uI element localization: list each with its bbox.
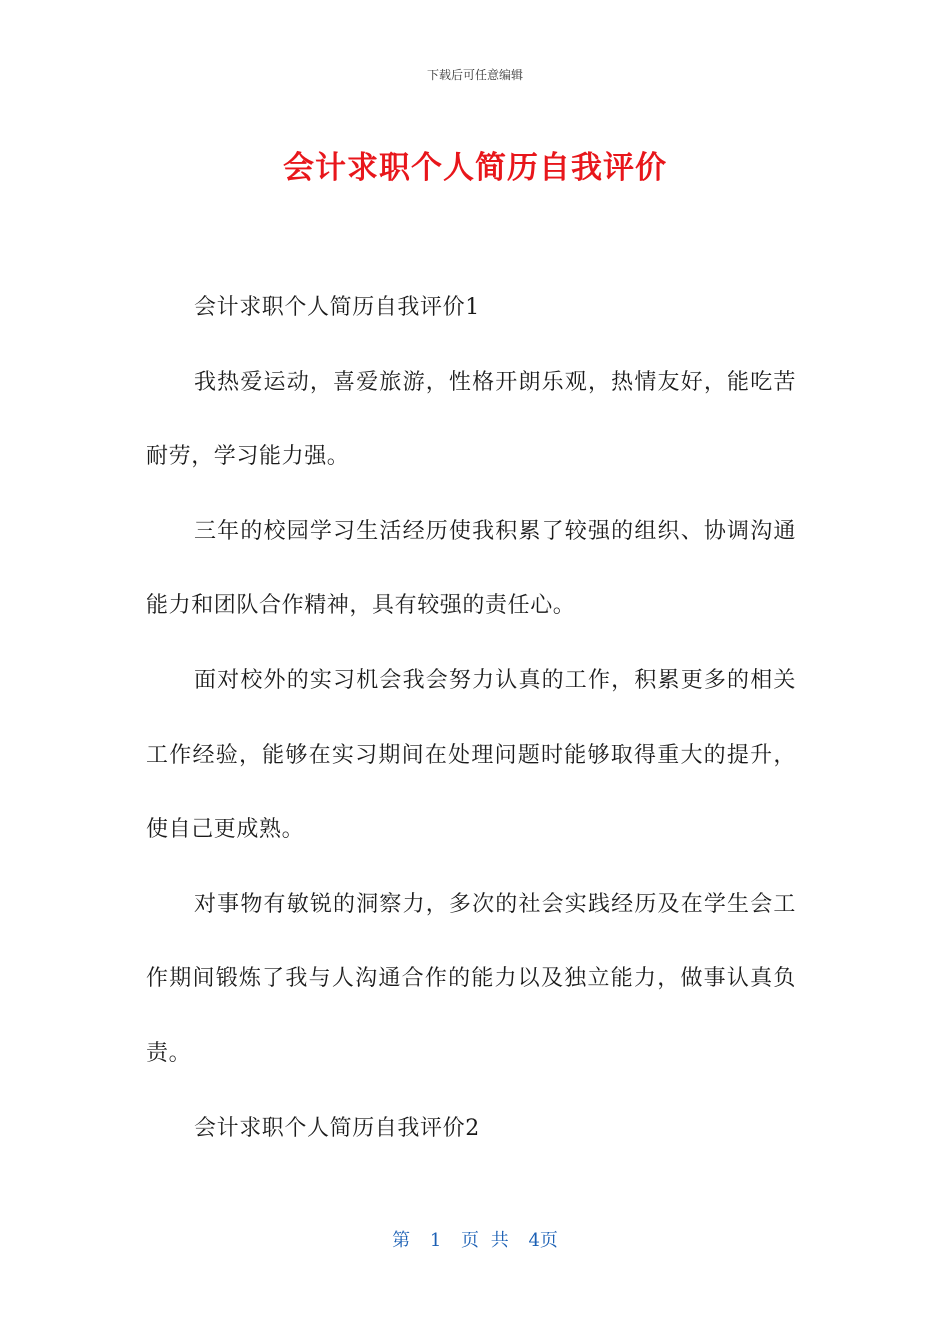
paragraph: 面对校外的实习机会我会努力认真的工作，积累更多的相关工作经验，能够在实习期间在处理问题时能够取得重大的提升，使自己更成熟。 — [146, 667, 796, 843]
document-title: 会计求职个人简历自我评价 — [283, 150, 667, 186]
paragraph: 对事物有敏锐的洞察力，多次的社会实践经历及在学生会工作期间锻炼了我与人沟通合作的能力以及独立能力，做事认真负责。 — [146, 891, 796, 1066]
footer-page-number: 1 — [429, 1230, 442, 1251]
page-footer — [0, 1226, 950, 1252]
section-heading-1: 会计求职个人简历自我评价1 — [194, 295, 480, 320]
section-heading-2: 会计求职个人简历自我评价2 — [194, 1115, 480, 1141]
footer-total-pages: 4页 — [528, 1230, 558, 1251]
document-body — [146, 271, 796, 1166]
header-note: 下载后可任意编辑 — [426, 68, 523, 82]
footer-prefix: 第 — [392, 1230, 411, 1251]
paragraph: 三年的校园学习生活经历使我积累了较强的组织、协调沟通能力和团队合作精神，具有较强的责任心。 — [146, 518, 796, 619]
footer-middle: 页 共 — [461, 1230, 509, 1251]
paragraph: 我热爱运动，喜爱旅游，性格开朗乐观，热情友好，能吃苦耐劳，学习能力强。 — [146, 369, 796, 470]
